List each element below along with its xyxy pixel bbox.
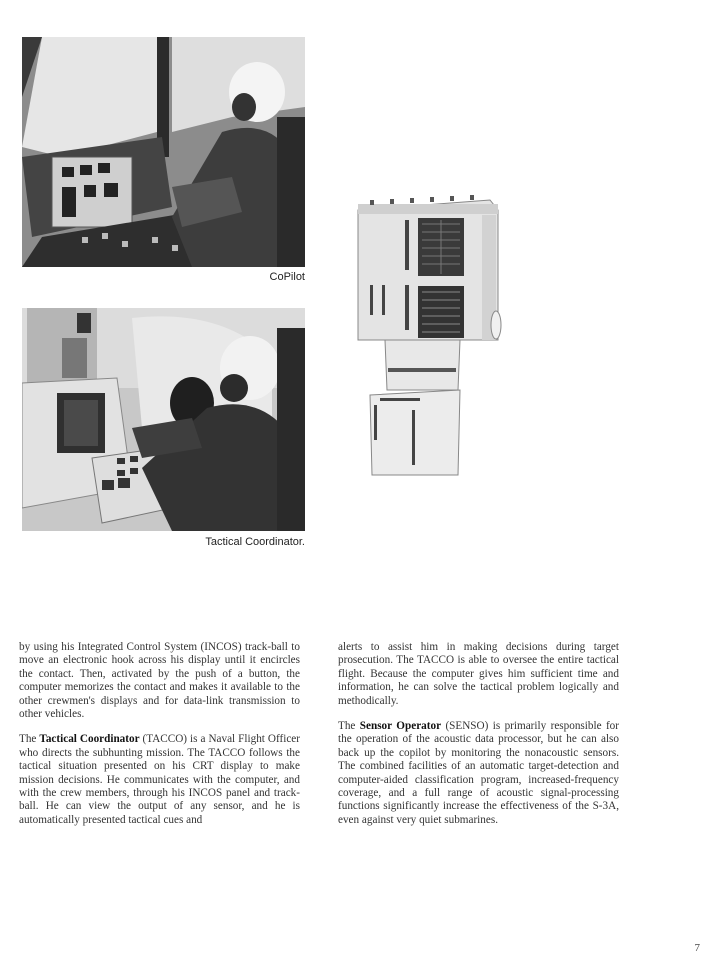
tacco-term: Tactical Coordinator — [39, 733, 140, 746]
copilot-caption: CoPilot — [269, 271, 305, 283]
left-paragraph-1: by using his Integrated Control System (INCOS) track-ball to move an electronic hook across his display until it encircles the contact. Then, activated by the push of a button, the computer memorizes the contact and makes it available to the other crewmen's displays and for data-link transmission to other vehicles. — [19, 641, 300, 721]
page-number: 7 — [694, 942, 700, 954]
right-paragraph-1: alerts to assist him in making decisions during target prosecution. The TACCO is able to oversee the entire tactical flight. Because the computer gives him sufficient time and information, he can solve the tactical problem logically and methodically. — [338, 641, 619, 707]
senso-term: Sensor Operator — [359, 720, 442, 733]
right-text-column — [338, 641, 619, 839]
left-paragraph-2: The Tactical Coordinator (TACCO) is a Naval Flight Officer who directs the subhunting mission. The TACCO follows the tactical situation presented on his CRT display to make mission decisions. He communicates with the computer, and with the crew members, through his INCOS panel and track-ball. He can view the output of any sensor, and he is automatically presented tactical cues and — [19, 733, 300, 826]
tacco-caption: Tactical Coordinator. — [205, 536, 305, 548]
processor-cabinet-photo — [350, 190, 510, 478]
copilot-photo — [22, 37, 305, 267]
right-paragraph-2: The Sensor Operator (SENSO) is primarily responsible for the operation of the acoustic data processor, but he can also back up the copilot by monitoring the nonacoustic sensors. The combined facilities of an automatic target-detection and computer-aided classification program, increased-frequency coverage, and a full range of acoustic signal-processing functions significantly increase the effectiveness of the S-3A, even against very quiet submarines. — [338, 720, 619, 826]
tacco-photo — [22, 308, 305, 531]
left-text-column — [19, 641, 300, 839]
